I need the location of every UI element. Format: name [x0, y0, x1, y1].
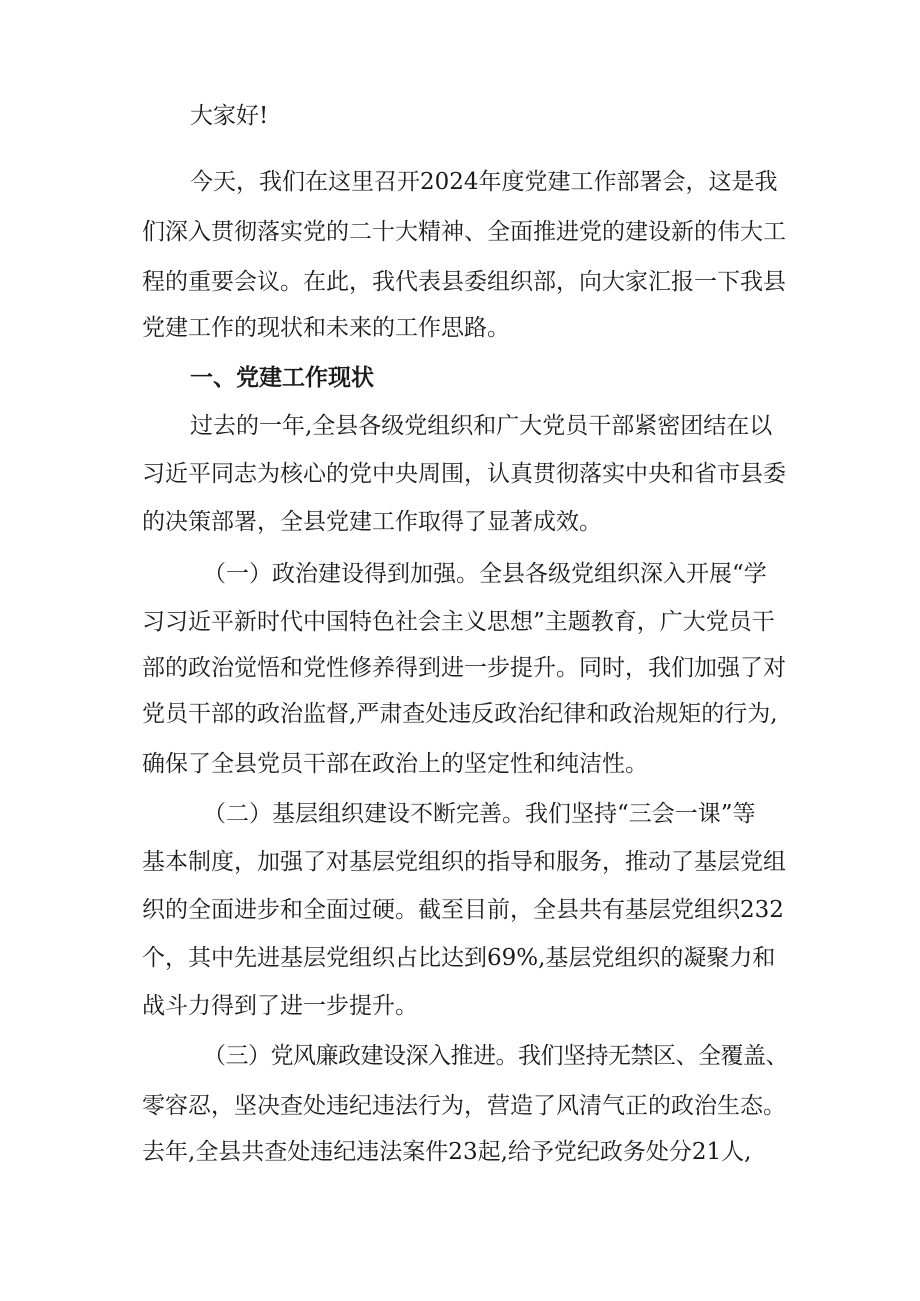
greeting-line [0, 94, 920, 138]
point-2-line-1: （二）基层组织建设不断完善。我们坚持“三会一课”等 [203, 801, 756, 827]
intro-line-3: 程的重要会议。在此，我代表县委组织部，向大家汇报一下我县 [142, 269, 786, 295]
point-2-line [0, 936, 920, 980]
point-1-line [0, 692, 920, 736]
point-3-line-3: 去年,全县共查处违纪违法案件23起,给予党纪政务处分21人, [142, 1139, 752, 1165]
point-2-line [0, 840, 920, 884]
point-2-line-2: 基本制度，加强了对基层党组织的指导和服务，推动了基层党组 [142, 849, 786, 875]
section-1-intro-line [0, 452, 920, 496]
section-1-intro-line [0, 500, 920, 544]
point-1-line-4: 党员干部的政治监督,严肃查处违反政治纪律和政治规矩的行为, [142, 701, 778, 727]
intro-paragraph-line [0, 160, 920, 204]
point-3-line [0, 1034, 920, 1078]
section-1-title: 一、党建工作现状 [190, 365, 374, 391]
greeting-text: 大家好! [190, 103, 269, 129]
point-1-line [0, 742, 920, 786]
point-1-line-1: （一）政治建设得到加强。全县各级党组织深入开展“学 [203, 561, 767, 587]
intro-paragraph-line [0, 210, 920, 254]
point-2-line [0, 984, 920, 1028]
section-1-intro-line-3: 的决策部署，全县党建工作取得了显著成效。 [142, 509, 602, 535]
point-2-line [0, 888, 920, 932]
section-1-intro-line [0, 404, 920, 448]
section-1-intro-line-1: 过去的一年,全县各级党组织和广大党员干部紧密团结在以 [190, 413, 773, 439]
point-3-line-2: 零容忍，坚决查处违纪违法行为，营造了风清气正的政治生态。 [142, 1093, 786, 1119]
point-2-line-4: 个，其中先进基层党组织占比达到69%,基层党组织的凝聚力和 [142, 945, 776, 971]
section-1-intro-line-2: 习近平同志为核心的党中央周围，认真贯彻落实中央和省市县委 [142, 461, 786, 487]
point-2-line-5: 战斗力得到了进一步提升。 [142, 993, 418, 1019]
point-2-line [0, 792, 920, 836]
intro-paragraph-line [0, 306, 920, 350]
point-1-line-2: 习习近平新时代中国特色社会主义思想”主题教育，广大党员干 [142, 609, 775, 635]
intro-line-4: 党建工作的现状和未来的工作思路。 [142, 315, 510, 341]
point-1-line [0, 646, 920, 690]
point-3-line [0, 1130, 920, 1174]
point-1-line-3: 部的政治觉悟和党性修养得到进一步提升。同时，我们加强了对 [142, 655, 786, 681]
point-1-line [0, 600, 920, 644]
point-1-line [0, 552, 920, 596]
point-3-line [0, 1084, 920, 1128]
point-3-line-1: （三）党风廉政建设深入推进。我们坚持无禁区、全覆盖、 [203, 1043, 788, 1069]
intro-line-2: 们深入贯彻落实党的二十大精神、全面推进党的建设新的伟大工 [142, 219, 786, 245]
intro-paragraph-line [0, 260, 920, 304]
point-1-line-5: 确保了全县党员干部在政治上的坚定性和纯洁性。 [142, 751, 648, 777]
section-heading [0, 356, 920, 400]
point-2-line-3: 织的全面进步和全面过硬。截至目前，全县共有基层党组织232 [142, 897, 784, 923]
intro-line-1: 今天，我们在这里召开2024年度党建工作部署会，这是我 [190, 169, 778, 195]
